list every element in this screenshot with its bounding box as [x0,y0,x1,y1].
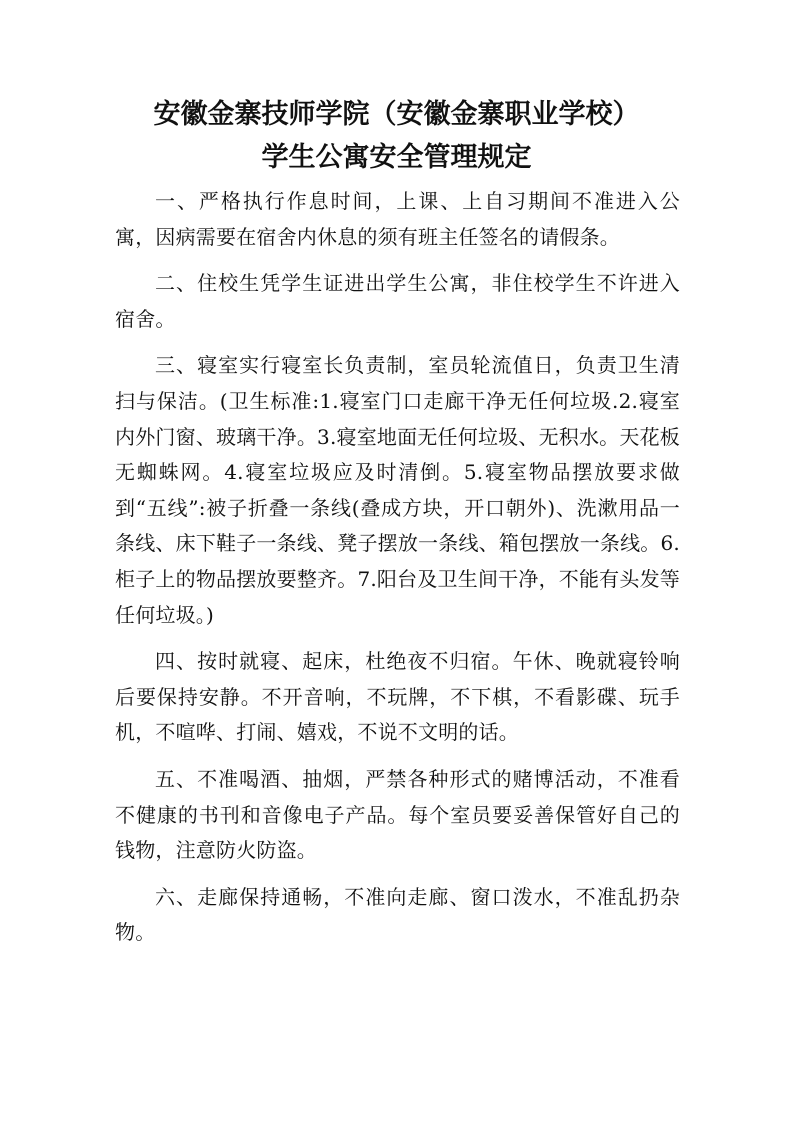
paragraph-6: 六、走廊保持通畅，不准向走廊、窗口泼水，不准乱扔杂物。 [115,884,680,945]
paragraph-1: 一、严格执行作息时间，上课、上自习期间不准进入公寓，因病需要在宿舍内休息的须有班主任签名的请假条。 [115,189,680,249]
document-body [115,184,680,951]
document-title-line-2: 学生公寓安全管理规定 [261,142,532,173]
paragraph-2: 二、住校生凭学生证进出学生公寓，非住校学生不许进入宿舍。 [115,271,680,331]
document-title-line-1: 安徽金寨技师学院（安徽金寨职业学校） [153,99,640,130]
paragraph-3: 三、寝室实行寝室长负责制，室员轮流值日，负责卫生清扫与保洁。(卫生标准:1.寝室门口走廊干净无任何垃圾.2.寝室内外门窗、玻璃干净。3.寝室地面无任何垃圾、无积水。天花板无蜘蛛网。4.寝室垃圾应及时清倒。5.寝室物品摆放要求做到“五线”:被子折叠一条线(叠成方块，开口朝外)、洗漱用品一条线、床下鞋子一条线、凳子摆放一条线、箱包摆放一条线。6.柜子上的物品摆放要整齐。7.阳台及卫生间干净，不能有头发等任何垃圾。) [115,353,680,627]
paragraph-5: 五、不准喝酒、抽烟，严禁各种形式的赌博活动，不准看不健康的书刊和音像电子产品。每个室员要妥善保管好自己的钱物，注意防火防盗。 [115,766,680,863]
paragraph-4: 四、按时就寝、起床，杜绝夜不归宿。午休、晚就寝铃响后要保持安静。不开音响，不玩牌，不下棋，不看影碟、玩手机，不喧哗、打闹、嬉戏，不说不文明的话。 [115,649,680,745]
